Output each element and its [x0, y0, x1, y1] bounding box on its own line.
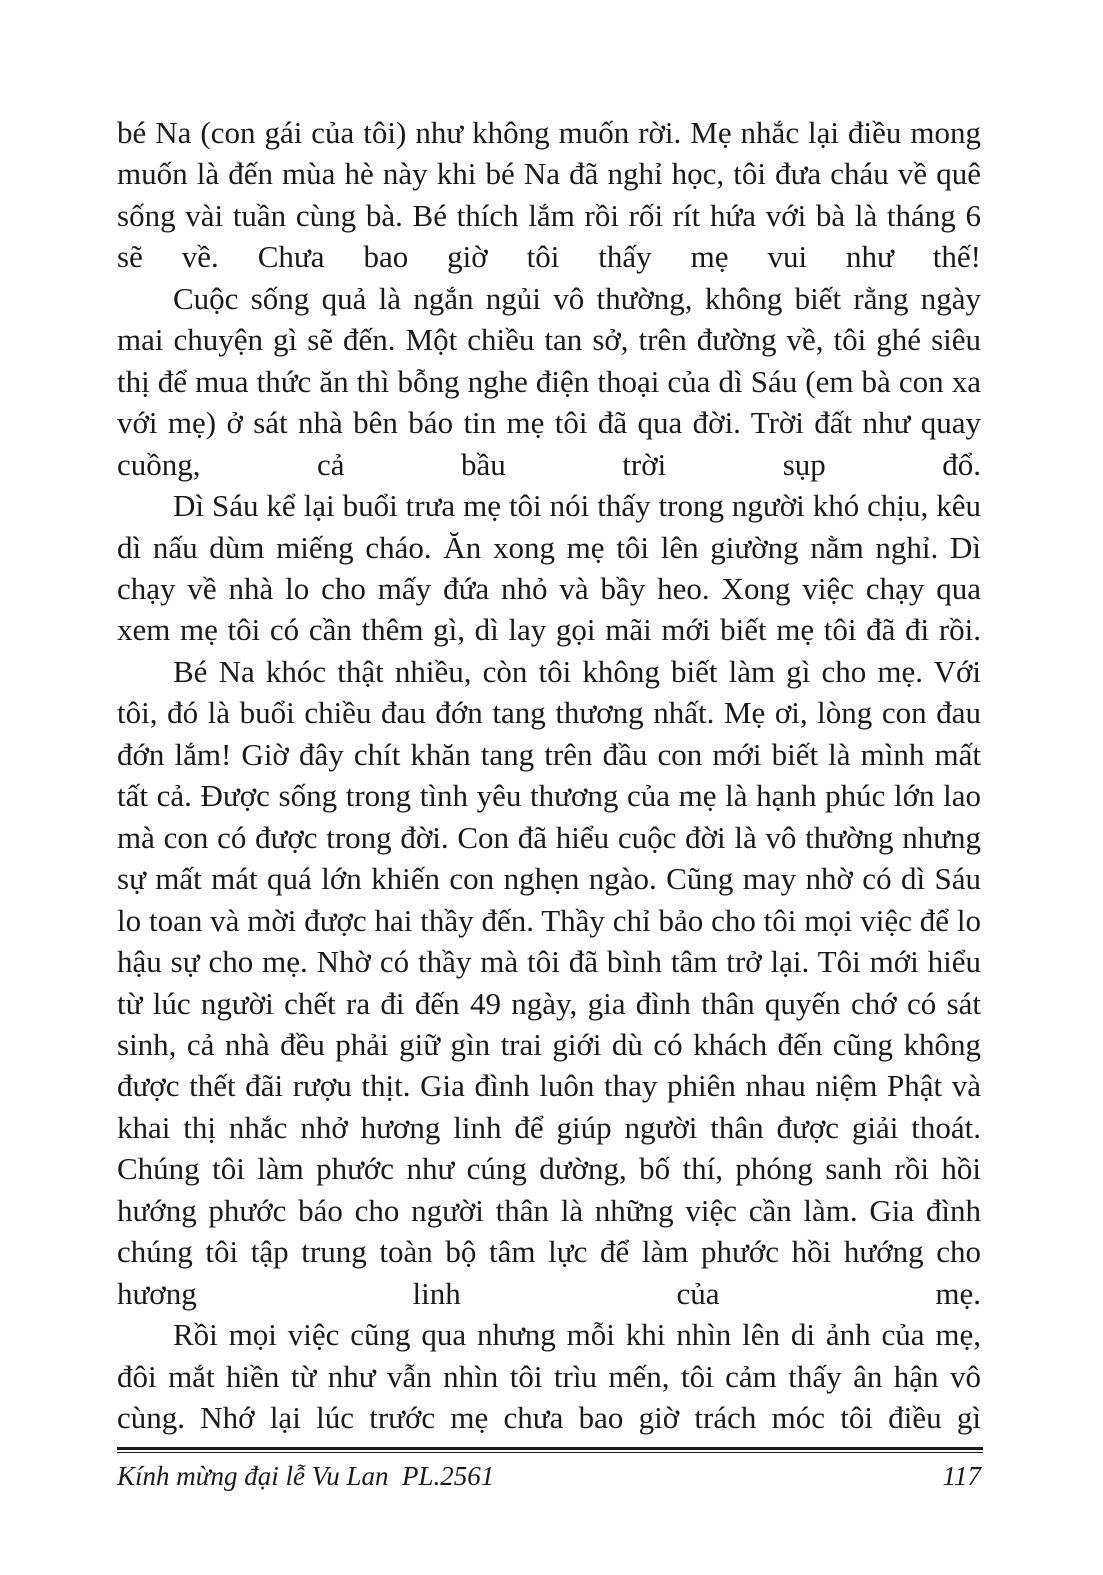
page-content	[117, 0, 981, 1575]
body-text	[117, 112, 981, 1439]
paragraph-continued: bé Na (con gái của tôi) như không muốn rời. Mẹ nhắc lại điều mong muốn là đến mùa hè này khi bé Na đã nghỉ học, tôi đưa cháu về quê sống vài tuần cùng bà. Bé thích lắm rồi rối rít hứa với bà là tháng 6 sẽ về. Chưa bao giờ tôi thấy mẹ vui như thế!	[117, 115, 981, 275]
page-number: 117	[942, 1461, 981, 1491]
paragraph-aunt-sau-account: Dì Sáu kể lại buổi trưa mẹ tôi nói thấy trong người khó chịu, kêu dì nấu dùm miếng cháo. Ăn xong mẹ tôi lên giường nằm nghỉ. Dì chạy về nhà lo cho mấy đứa nhỏ và bầy heo. Xong việc chạy qua xem mẹ tôi có cần thêm gì, dì lay gọi mãi mới biết mẹ tôi đã đi rồi.	[117, 488, 981, 648]
paragraph-impermanence: Cuộc sống quả là ngắn ngủi vô thường, không biết rằng ngày mai chuyện gì sẽ đến. Một chiều tan sở, trên đường về, tôi ghé siêu thị để mua thức ăn thì bỗng nghe điện thoại của dì Sáu (em bà con xa với mẹ) ở sát nhà bên báo tin mẹ tôi đã qua đời. Trời đất như quay cuồng, cả bầu trời sụp đổ.	[117, 280, 981, 482]
paragraph-mourning: Bé Na khóc thật nhiều, còn tôi không biết làm gì cho mẹ. Với tôi, đó là buổi chiều đau đớn tang thương nhất. Mẹ ơi, lòng con đau đớn lắm! Giờ đây chít khăn tang trên đầu con mới biết là mình mất tất cả. Được sống trong tình yêu thương của mẹ là hạnh phúc lớn lao mà con có được trong đời. Con đã hiểu cuộc đời là vô thường nhưng sự mất mát quá lớn khiến con nghẹn ngào. Cũng may nhờ có dì Sáu lo toan và mời được hai thầy đến. Thầy chỉ bảo cho tôi mọi việc để lo hậu sự cho mẹ. Nhờ có thầy mà tôi đã bình tâm trở lại. Tôi mới hiểu từ lúc người chết ra đi đến 49 ngày, gia đình thân quyến chớ có sát sinh, cả nhà đều phải giữ gìn trai giới dù có khách đến cũng không được thết đãi rượu thịt. Gia đình luôn thay phiên nhau niệm Phật và khai thị nhắc nhở hương linh để giúp người thân được giải thoát. Chúng tôi làm phước như cúng dường, bố thí, phóng sanh rồi hồi hướng phước báo cho người thân là những việc cần làm. Gia đình chúng tôi tập trung toàn bộ tâm lực để làm phước hồi hướng cho hương linh của mẹ.	[117, 653, 981, 1311]
page-footer	[117, 1456, 981, 1496]
footer-divider	[117, 1447, 983, 1453]
paragraph-remembrance: Rồi mọi việc cũng qua nhưng mỗi khi nhìn lên di ảnh của mẹ, đôi mắt hiền từ như vẫn nhìn tôi trìu mến, tôi cảm thấy ân hận vô cùng. Nhớ lại lúc trước mẹ chưa bao giờ trách móc tôi điều gì	[117, 1317, 981, 1436]
footer-title: Kính mừng đại lễ Vu Lan PL.2561	[117, 1461, 495, 1491]
